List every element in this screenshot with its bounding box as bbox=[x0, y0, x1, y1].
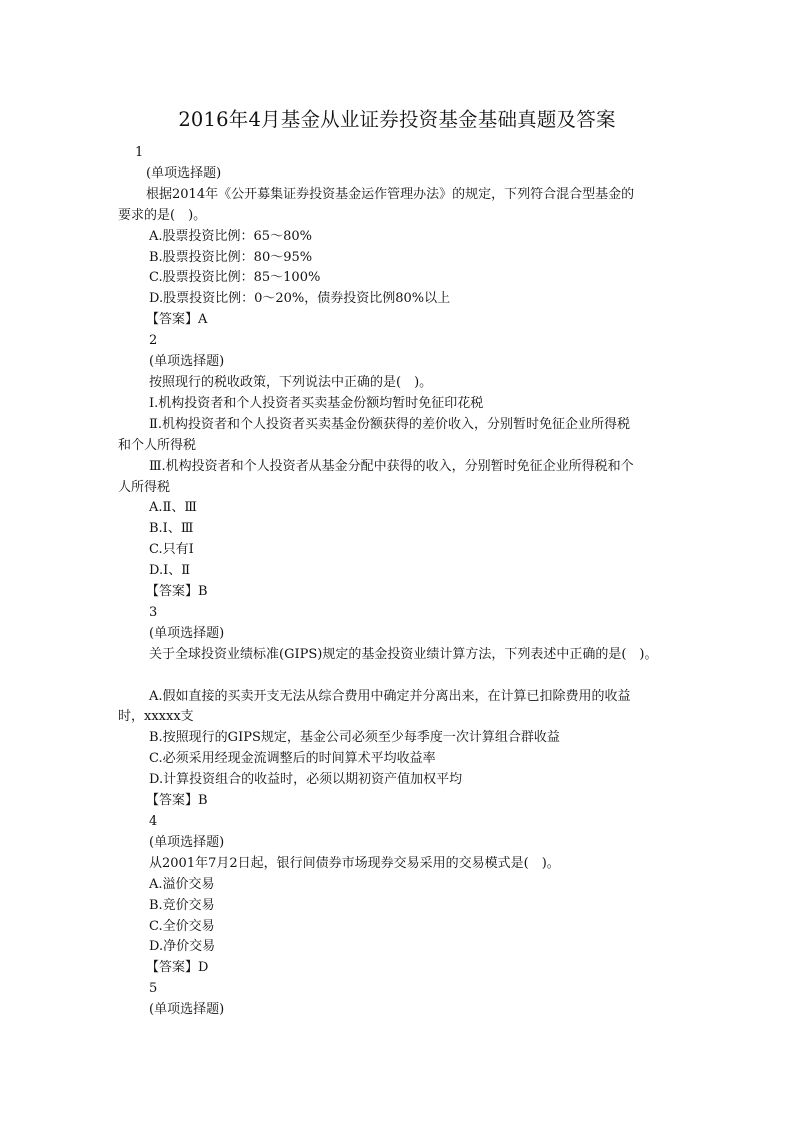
option-d: D.计算投资组合的收益时，必须以期初资产值加权平均 bbox=[149, 772, 463, 788]
blank-line bbox=[118, 666, 698, 687]
statement-3: Ⅲ.机构投资者和个人投资者从基金分配中获得的收入，分别暂时免征企业所得税和个 bbox=[149, 458, 634, 474]
option-c: C.只有Ⅰ bbox=[149, 542, 194, 558]
answer: 【答案】A bbox=[146, 312, 208, 328]
question-stem: 从2001年7月2日起，银行间债券市场现券交易采用的交易模式是( )。 bbox=[149, 855, 560, 871]
question-stem: 根据2014年《公开募集证券投资基金运作管理办法》的规定，下列符合混合型基金的 bbox=[146, 186, 635, 202]
answer: 【答案】B bbox=[146, 793, 208, 809]
option-a-continued: 时，xxxxx支 bbox=[118, 709, 194, 725]
option-c: C.必须采用经现金流调整后的时间算术平均收益率 bbox=[149, 751, 436, 767]
question-number: 2 bbox=[149, 333, 158, 349]
statement-2-continued: 和个人所得税 bbox=[118, 437, 197, 453]
option-a: A.假如直接的买卖开支无法从综合费用中确定并分离出来，在计算已扣除费用的收益 bbox=[149, 688, 631, 704]
statement-2: Ⅱ.机构投资者和个人投资者买卖基金份额获得的差价收入，分别暂时免征企业所得税 bbox=[149, 416, 630, 432]
option-b: B.按照现行的GIPS规定，基金公司必须至少每季度一次计算组合群收益 bbox=[149, 730, 560, 746]
question-type: (单项选择题) bbox=[146, 165, 222, 181]
question-number: 1 bbox=[135, 145, 144, 160]
question-stem: 按照现行的税收政策，下列说法中正确的是( )。 bbox=[149, 374, 433, 390]
question-type: (单项选择题) bbox=[149, 354, 225, 370]
question-type: (单项选择题) bbox=[149, 1002, 225, 1018]
option-a: A.溢价交易 bbox=[149, 876, 215, 892]
option-c: C.股票投资比例：85～100% bbox=[149, 270, 321, 286]
option-d: D.Ⅰ、Ⅱ bbox=[149, 563, 191, 579]
option-d: D.股票投资比例：0～20%，债券投资比例80%以上 bbox=[149, 291, 451, 307]
option-c: C.全价交易 bbox=[149, 918, 215, 934]
option-b: B.竞价交易 bbox=[149, 897, 215, 913]
option-b: B.股票投资比例：80～95% bbox=[149, 249, 313, 265]
question-number: 3 bbox=[149, 604, 158, 620]
question-number: 5 bbox=[149, 981, 158, 997]
question-type: (单项选择题) bbox=[149, 834, 225, 850]
document-title: 2016年4月基金从业证券投资基金基础真题及答案 bbox=[178, 108, 616, 131]
option-d: D.净价交易 bbox=[149, 939, 216, 955]
question-stem: 关于全球投资业绩标准(GIPS)规定的基金投资业绩计算方法，下列表述中正确的是( )。 bbox=[149, 646, 658, 662]
question-stem-continued: 要求的是( )。 bbox=[118, 207, 207, 223]
statement-3-continued: 人所得税 bbox=[118, 479, 171, 495]
question-type: (单项选择题) bbox=[149, 625, 225, 641]
option-a: A.股票投资比例：65～80% bbox=[149, 228, 312, 244]
answer: 【答案】B bbox=[146, 584, 208, 600]
statement-1: Ⅰ.机构投资者和个人投资者买卖基金份额均暂时免征印花税 bbox=[149, 395, 484, 411]
option-b: B.Ⅰ、Ⅲ bbox=[149, 521, 194, 537]
option-a: A.Ⅱ、Ⅲ bbox=[149, 500, 197, 516]
question-number: 4 bbox=[149, 813, 158, 829]
question-list bbox=[118, 143, 698, 1021]
answer: 【答案】D bbox=[146, 960, 209, 976]
